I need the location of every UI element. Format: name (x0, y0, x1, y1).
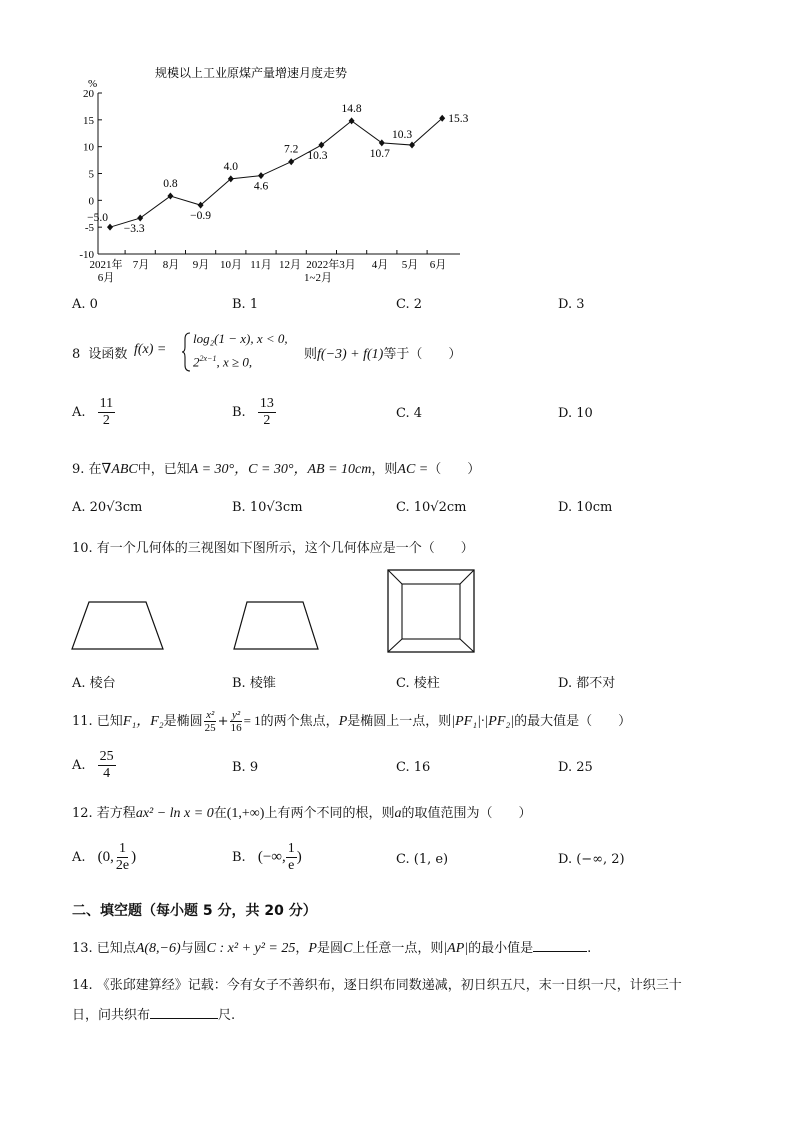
x-tick-label: 1~2月 (304, 272, 332, 284)
data-point (137, 215, 143, 222)
q7-option-a: A. 0 (72, 297, 98, 312)
q8-lead: 设函数 (88, 347, 128, 362)
data-point (379, 139, 385, 146)
data-label: 10.3 (307, 150, 328, 163)
data-label: −0.9 (190, 210, 212, 223)
data-point (107, 224, 113, 231)
q11-option-d: D. 25 (558, 760, 593, 775)
y-tick-label: -5 (84, 222, 94, 235)
q8-fx: f(x) = (134, 342, 167, 357)
y-tick-label: 15 (83, 114, 94, 127)
q8-option-b: B. $\frac{13}{2}$ (232, 396, 274, 428)
data-label: 10.7 (369, 147, 390, 160)
data-point (288, 158, 294, 165)
data-label: 0.8 (163, 178, 178, 191)
data-point (167, 193, 173, 200)
q10-stem: 10. 有一个几何体的三视图如下图所示，这个几何体应是一个（ ） (72, 541, 474, 556)
data-label: 7.2 (284, 143, 299, 156)
y-tick-label: 5 (88, 168, 94, 181)
data-label: −5.0 (87, 212, 108, 225)
y-tick-label: 20 (83, 88, 94, 100)
data-label: 15.3 (448, 113, 469, 126)
data-label: 4.6 (253, 180, 269, 193)
data-label: 4.0 (223, 160, 238, 173)
q8-tail: 则f(−3) + f(1)等于（ ） (304, 347, 462, 362)
data-point (318, 142, 324, 149)
q13-answer-blank[interactable] (533, 951, 587, 952)
q14-line-1: 14. 《张邱建算经》记载：今有女子不善织布，逐日织布同数递减，初日织五尺，末一日织一尺，计织三十 (72, 978, 682, 993)
data-label: 10.3 (391, 129, 413, 142)
data-point (349, 117, 355, 124)
q9-option-b: B. 10√3cm (232, 500, 303, 515)
q11-stem: 11. 已知F₁，F₂是椭圆 $\frac{\text{x²}}{25}$ + $\frac{\text{y²}}{16}$ = 1的两个焦点，P是椭圆上一点，则|PF₁|·|PF₂|的最大值是（ ） (72, 709, 632, 734)
y-axis-label: % (88, 78, 98, 90)
q13-stem: 13. 已知点A(8,−6)与圆C : x² + y² = 25，P是圆C上任意一点，则|AP|的最小值是 . (72, 941, 592, 956)
q8-option-d: D. 10 (558, 406, 593, 421)
chart-title: 规模以上工业原煤产量增速月度走势 (155, 66, 348, 80)
y-tick-label: 0 (88, 195, 94, 208)
q11-option-c: C. 16 (396, 760, 431, 775)
q7-option-c: C. 2 (396, 297, 423, 312)
x-tick-label: 8月 (162, 259, 180, 271)
q8-number: 8 (72, 347, 81, 362)
x-tick-label: 10月 (220, 259, 242, 271)
q8-option-a: A. $\frac{11}{2}$ (72, 396, 114, 428)
data-label: −3.3 (123, 223, 145, 236)
q9-option-d: D. 10cm (558, 500, 613, 515)
data-label: 14.8 (341, 102, 362, 115)
q10-option-d: D. 都不对 (558, 676, 616, 691)
q11-option-a: A. $\frac{25}{4}$ (72, 749, 114, 781)
side-view-trapezoid (232, 600, 322, 652)
q12-option-b: B. (−∞, $\frac{1}{e}$ ) (232, 841, 302, 873)
coal-output-line-chart (60, 60, 480, 292)
x-tick-label: 12月 (279, 259, 301, 271)
q7-option-b: B. 1 (232, 297, 259, 312)
y-tick-label: 10 (83, 141, 94, 154)
q9-option-c: C. 10√2cm (396, 500, 467, 515)
q8-brace (182, 331, 192, 373)
x-tick-label: 9月 (192, 259, 210, 271)
q14-answer-blank[interactable] (150, 1018, 218, 1019)
q9-option-a: A. 20√3cm (72, 500, 143, 515)
x-tick-label: 6月 (429, 259, 447, 271)
q7-option-d: D. 3 (558, 297, 585, 312)
q8-option-c: C. 4 (396, 406, 423, 421)
q11-option-b: B. 9 (232, 760, 259, 775)
q14-line-2: 日，问共织布 尺. (72, 1008, 236, 1023)
q10-option-c: C. 棱柱 (396, 676, 440, 691)
q12-option-d: D. (−∞, 2) (558, 852, 625, 867)
q10-option-a: A. 棱台 (72, 676, 116, 691)
y-tick-label: -10 (79, 249, 94, 261)
x-tick-label: 4月 (371, 259, 389, 271)
q12-option-c: C. (1, e) (396, 852, 449, 867)
x-tick-label: 11月 (250, 259, 272, 271)
q12-stem: 12. 若方程ax² − ln x = 0在(1,+∞)上有两个不同的根，则a的取值范围为（ ） (72, 806, 532, 821)
x-tick-label: 5月 (401, 259, 419, 271)
front-view-trapezoid (70, 600, 166, 652)
x-tick-label: 7月 (132, 259, 150, 271)
q8-case-2: $2^{2x-1}$, x ≥ 0, (193, 354, 253, 370)
q8-stem (72, 343, 127, 362)
top-view-square-frustum (386, 568, 478, 656)
q12-option-a: A. (0, $\frac{1}{2e}$ ) (72, 841, 137, 873)
x-tick-label: 6月 (97, 272, 115, 284)
q10-option-b: B. 棱锥 (232, 676, 276, 691)
q8-case-1: log₂(1 − x), x < 0, (193, 331, 288, 346)
section-fill-in-heading: 二、填空题（每小题 5 分，共 20 分） (72, 903, 317, 919)
q9-stem: 9. 在∇ABC中，已知A = 30°，C = 30°，AB = 10cm，则AC =（ ） (72, 462, 481, 477)
data-point (258, 172, 264, 179)
x-tick-label: 2021年 (89, 259, 123, 271)
x-tick-label: 2022年3月 (306, 259, 356, 271)
